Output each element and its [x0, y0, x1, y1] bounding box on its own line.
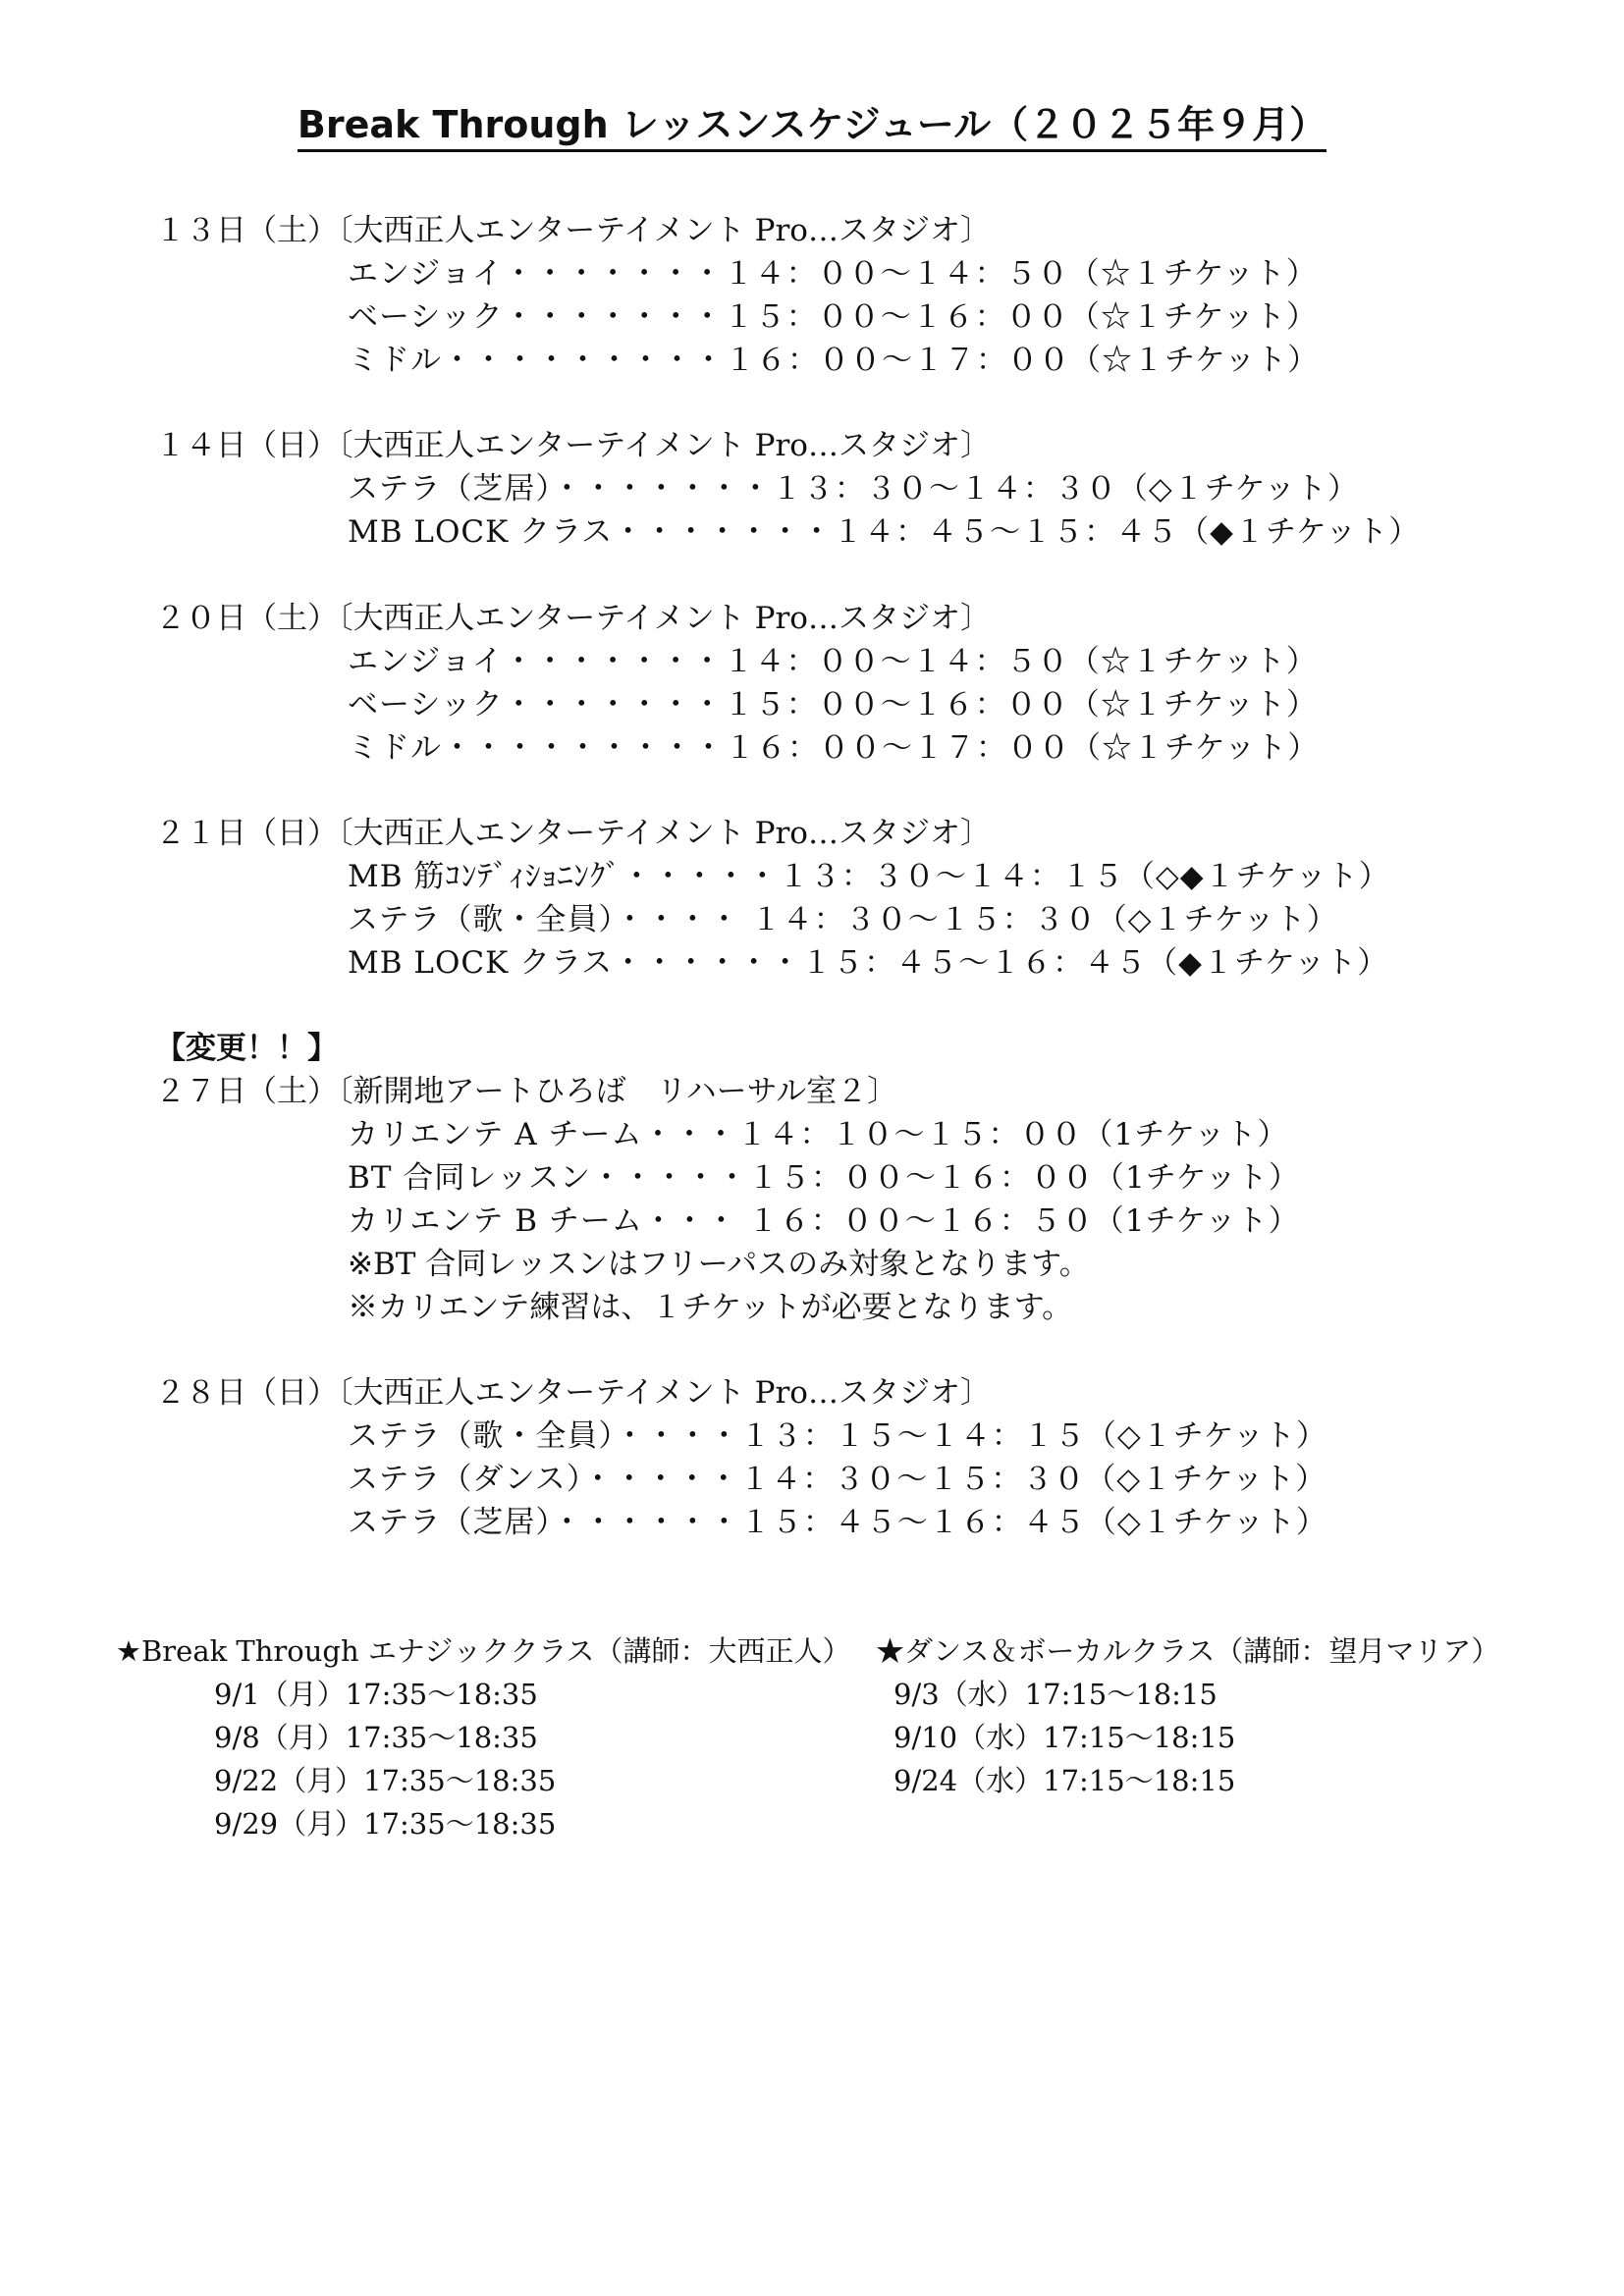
class-block-dance-vocal [876, 1629, 1563, 1802]
day-header: ２１日（日）〔大西正人エンターテイメント Pro…スタジオ〕 [155, 816, 991, 851]
note-row: ※BT 合同レッスンはフリーパスのみ対象となります。 [348, 1247, 1090, 1282]
class-date: 9/3（水）17:15～18:15 [893, 1678, 1218, 1711]
lesson-row: MB 筋ｺﾝﾃﾞｨｼｮﾆﾝｸﾞ・・・・・１３：３０～１４：１５（◇◆１チケット） [348, 859, 1390, 894]
lesson-row: ミドル・・・・・・・・・１６：００～１７：００（☆１チケット） [348, 730, 1320, 766]
lesson-row: エンジョイ・・・・・・・１４：００～１４：５０（☆１チケット） [348, 256, 1318, 292]
lesson-row: カリエンテ A チーム・・・１４：１０～１５：００（1チケット） [348, 1117, 1289, 1152]
note-row: ※カリエンテ練習は、１チケットが必要となります。 [348, 1290, 1073, 1325]
lesson-row: BT 合同レッスン・・・・・１５：００～１６：００（1チケット） [348, 1160, 1300, 1196]
day-header: １３日（土）〔大西正人エンターテイメント Pro…スタジオ〕 [155, 213, 991, 248]
class-header: ★ダンス＆ボーカルクラス（講師：望月マリア） [876, 1634, 1500, 1668]
lesson-row: MB LOCK クラス・・・・・・・１４：４５～１５：４５（◆１チケット） [348, 514, 1421, 550]
day-block-28 [155, 1371, 1432, 1544]
change-notice: 【変更！！】 [155, 1031, 338, 1066]
day-block-20 [155, 597, 1432, 770]
lesson-row: ステラ（芝居）・・・・・・・１３：３０～１４：３０（◇１チケット） [348, 471, 1359, 507]
lesson-row: ベーシック・・・・・・・１５：００～１６：００（☆１チケット） [348, 299, 1318, 335]
class-date: 9/10（水）17:15～18:15 [893, 1721, 1236, 1754]
lesson-row: カリエンテ B チーム・・・ １６：００～１６：５０（1チケット） [348, 1203, 1300, 1239]
day-header: １４日（日）〔大西正人エンターテイメント Pro…スタジオ〕 [155, 428, 991, 463]
day-block-21 [155, 812, 1432, 985]
day-block-27 [155, 1070, 1432, 1329]
class-date: 9/29（月）17:35～18:35 [214, 1807, 557, 1841]
title-text: Break Through レッスンスケジュール（２０２５年９月） [298, 103, 1326, 152]
lesson-row: ステラ（歌・全員）・・・・１３：１５～１４：１５（◇１チケット） [348, 1418, 1327, 1454]
day-block-14 [155, 424, 1432, 554]
day-header: ２０日（土）〔大西正人エンターテイメント Pro…スタジオ〕 [155, 601, 991, 636]
day-header: ２８日（日）〔大西正人エンターテイメント Pro…スタジオ〕 [155, 1375, 991, 1411]
lesson-row: ミドル・・・・・・・・・１６：００～１７：００（☆１チケット） [348, 343, 1320, 378]
class-header: ★Break Through エナジッククラス（講師：大西正人） [116, 1634, 851, 1668]
lesson-row: エンジョイ・・・・・・・１４：００～１４：５０（☆１チケット） [348, 644, 1318, 679]
lesson-row: ステラ（芝居）・・・・・・１５：４５～１６：４５（◇１チケット） [348, 1505, 1327, 1540]
day-block-13 [155, 209, 1432, 382]
class-date: 9/22（月）17:35～18:35 [214, 1764, 557, 1797]
lesson-row: ベーシック・・・・・・・１５：００～１６：００（☆１チケット） [348, 687, 1318, 722]
lesson-row: ステラ（ダンス）・・・・・１４：３０～１５：３０（◇１チケット） [348, 1462, 1327, 1497]
class-date: 9/1（月）17:35～18:35 [214, 1678, 538, 1711]
lesson-row: MB LOCK クラス・・・・・・１５：４５～１６：４５（◆１チケット） [348, 945, 1389, 981]
lesson-row: ステラ（歌・全員）・・・・ １４：３０～１５：３０（◇１チケット） [348, 902, 1338, 937]
day-header: ２７日（土）〔新開地アートひろば リハーサル室２〕 [155, 1074, 898, 1109]
class-date: 9/24（水）17:15～18:15 [893, 1764, 1236, 1797]
class-date: 9/8（月）17:35～18:35 [214, 1721, 538, 1754]
class-block-energetic [116, 1629, 872, 1845]
page-title [0, 94, 1624, 148]
